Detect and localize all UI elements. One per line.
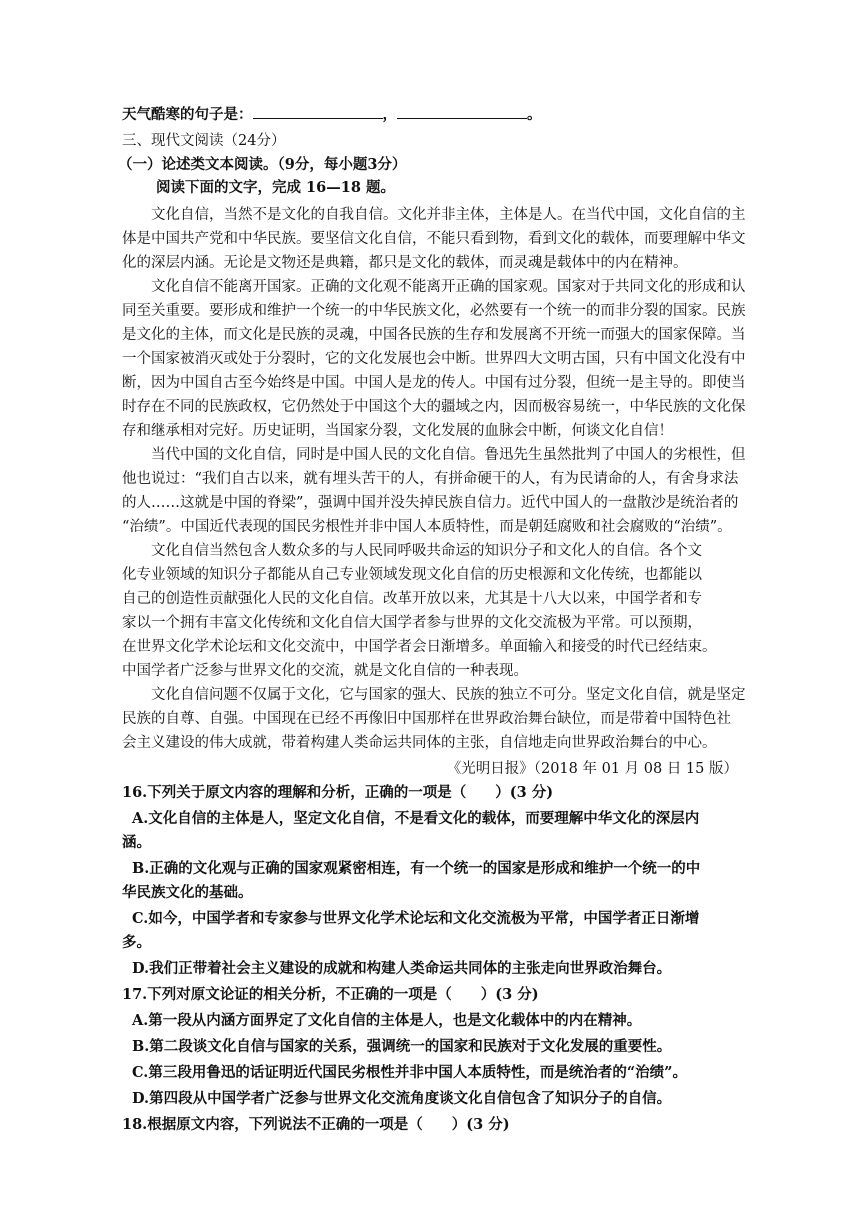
question-stem: 17.下列对原文论证的相关分析，不正确的一项是（ ）(3 分) bbox=[122, 986, 539, 1003]
question-stem: 18.根据原文内容，下列说法不正确的一项是（ ）(3 分) bbox=[122, 1116, 510, 1133]
reading-instruction: 阅读下面的文字，完成 16—18 题。 bbox=[156, 179, 395, 196]
option-d[interactable]: D.我们正带着社会主义建设的成就和构建人类命运共同体的主张走向世界政治舞台。 bbox=[132, 960, 672, 977]
part-title: （一）论述类文本阅读。（9分，每小题3分） bbox=[118, 156, 407, 173]
passage-line: 是文化的主体，而文化是民族的灵魂，中国各民族的生存和发展离不开统一而强大的国家保障。当 bbox=[122, 327, 746, 343]
passage-line: 文化自信不能离开国家。正确的文化观不能离开正确的国家观。国家对于共同文化的形成和认 bbox=[151, 279, 746, 295]
fill-question-sep: ， bbox=[382, 106, 397, 123]
passage-line: 他也说过：“我们自古以来，就有埋头苦干的人，有拼命硬干的人，有为民请命的人，有舍身求法 bbox=[122, 471, 739, 487]
passage-line: 一个国家被消灭或处于分裂时，它的文化发展也会中断。世界四大文明古国，只有中国文化没有中 bbox=[122, 351, 746, 367]
passage-line: 会主义建设的伟大成就，带着构建人类命运共同体的主张，自信地走向世界政治舞台的中心。 bbox=[122, 735, 717, 751]
option-b[interactable]: B.正确的文化观与正确的国家观紧密相连，有一个统一的国家是形成和维护一个统一的中 bbox=[132, 860, 701, 877]
passage-line: 化专业领域的知识分子都能从自己专业领域发现文化自信的历史根源和文化传统，也都能以 bbox=[122, 567, 702, 583]
section-title: 三、现代文阅读（24分） bbox=[122, 133, 286, 149]
passage-line: “治绩”。中国近代表现的国民劣根性并非中国人本质特性，而是朝廷腐败和社会腐败的“治绩”。 bbox=[122, 519, 732, 535]
passage-line: 民族的自尊、自强。中国现在已经不再像旧中国那样在世界政治舞台缺位，而是带着中国特色社 bbox=[122, 711, 731, 727]
passage-line: 存和继承相对完好。历史证明，当国家分裂，文化发展的血脉会中断，何谈文化自信！ bbox=[122, 423, 673, 439]
option-a-cont[interactable]: 涵。 bbox=[122, 834, 151, 851]
option-a[interactable]: A.文化自信的主体是人，坚定文化自信，不是看文化的载体，而要理解中华文化的深层内 bbox=[132, 810, 700, 827]
fill-question-end: 。 bbox=[527, 106, 542, 123]
passage-line: 家以一个拥有丰富文化传统和文化自信大国学者参与世界的文化交流极为平常。可以预期， bbox=[122, 615, 702, 631]
passage-line: 化的深层内涵。无论是文物还是典籍，都只是文化的载体，而灵魂是载体中的内在精神。 bbox=[122, 255, 688, 271]
option-c-cont[interactable]: 多。 bbox=[122, 934, 151, 951]
option-a[interactable]: A.第一段从内涵方面界定了文化自信的主体是人，也是文化载体中的内在精神。 bbox=[132, 1012, 642, 1029]
fill-question-prefix: 天气酷寒的句子是： bbox=[122, 106, 253, 123]
passage-line: 文化自信问题不仅属于文化，它与国家的强大、民族的独立不可分。坚定文化自信，就是坚定 bbox=[151, 687, 746, 703]
passage-line: 时存在不同的民族政权，它仍然处于中国这个大的疆域之内，因而极容易统一，中华民族的文化保 bbox=[122, 399, 746, 415]
option-d[interactable]: D.第四段从中国学者广泛参与世界文化交流角度谈文化自信包含了知识分子的自信。 bbox=[132, 1090, 672, 1107]
passage-line: 体是中国共产党和中华民族。要坚信文化自信，不能只看到物，看到文化的载体，而要理解中华文 bbox=[122, 231, 746, 247]
answer-blank-1[interactable] bbox=[253, 104, 383, 119]
passage-line: 当代中国的文化自信，同时是中国人民的文化自信。鲁迅先生虽然批判了中国人的劣根性，但 bbox=[151, 447, 746, 463]
passage-line: 文化自信，当然不是文化的自我自信。文化并非主体，主体是人。在当代中国，文化自信的主 bbox=[151, 207, 746, 223]
passage-line: 同至关重要。要形成和维护一个统一的中华民族文化，必然要有一个统一的而非分裂的国家。民族 bbox=[122, 303, 746, 319]
answer-blank-2[interactable] bbox=[397, 104, 527, 119]
option-c[interactable]: C.第三段用鲁迅的话证明近代国民劣根性并非中国人本质特性，而是统治者的“治绩”。 bbox=[132, 1064, 688, 1081]
option-b-cont[interactable]: 华民族文化的基础。 bbox=[122, 884, 253, 901]
option-c[interactable]: C.如今，中国学者和专家参与世界文化学术论坛和文化交流极为平常，中国学者正日渐增 bbox=[132, 910, 700, 927]
passage-line: 中国学者广泛参与世界文化的交流，就是文化自信的一种表现。 bbox=[122, 663, 528, 679]
passage-line: 自己的创造性贡献强化人民的文化自信。改革开放以来，尤其是十八大以来，中国学者和专 bbox=[122, 591, 702, 607]
passage-line: 断，因为中国自古至今始终是中国。中国人是龙的传人。中国有过分裂，但统一是主导的。即使当 bbox=[122, 375, 746, 391]
option-b[interactable]: B.第二段谈文化自信与国家的关系，强调统一的国家和民族对于文化发展的重要性。 bbox=[132, 1038, 672, 1055]
fill-question-line bbox=[122, 104, 860, 126]
passage-line: 的人……这就是中国的脊梁”，强调中国并没失掉民族自信力。近代中国人的一盘散沙是统治者的 bbox=[122, 495, 739, 511]
passage-line: 文化自信当然包含人数众多的与人民同呼吸共命运的知识分子和文化人的自信。各个文 bbox=[151, 543, 702, 559]
passage-source: 《光明日报》（2018 年 01 月 08 日 15 版） bbox=[446, 761, 738, 777]
passage-line: 在世界文化学术论坛和文化交流中，中国学者会日渐增多。单面输入和接受的时代已经结束。 bbox=[122, 639, 717, 655]
question-stem: 16.下列关于原文内容的理解和分析，正确的一项是（ ）(3 分) bbox=[122, 784, 554, 801]
